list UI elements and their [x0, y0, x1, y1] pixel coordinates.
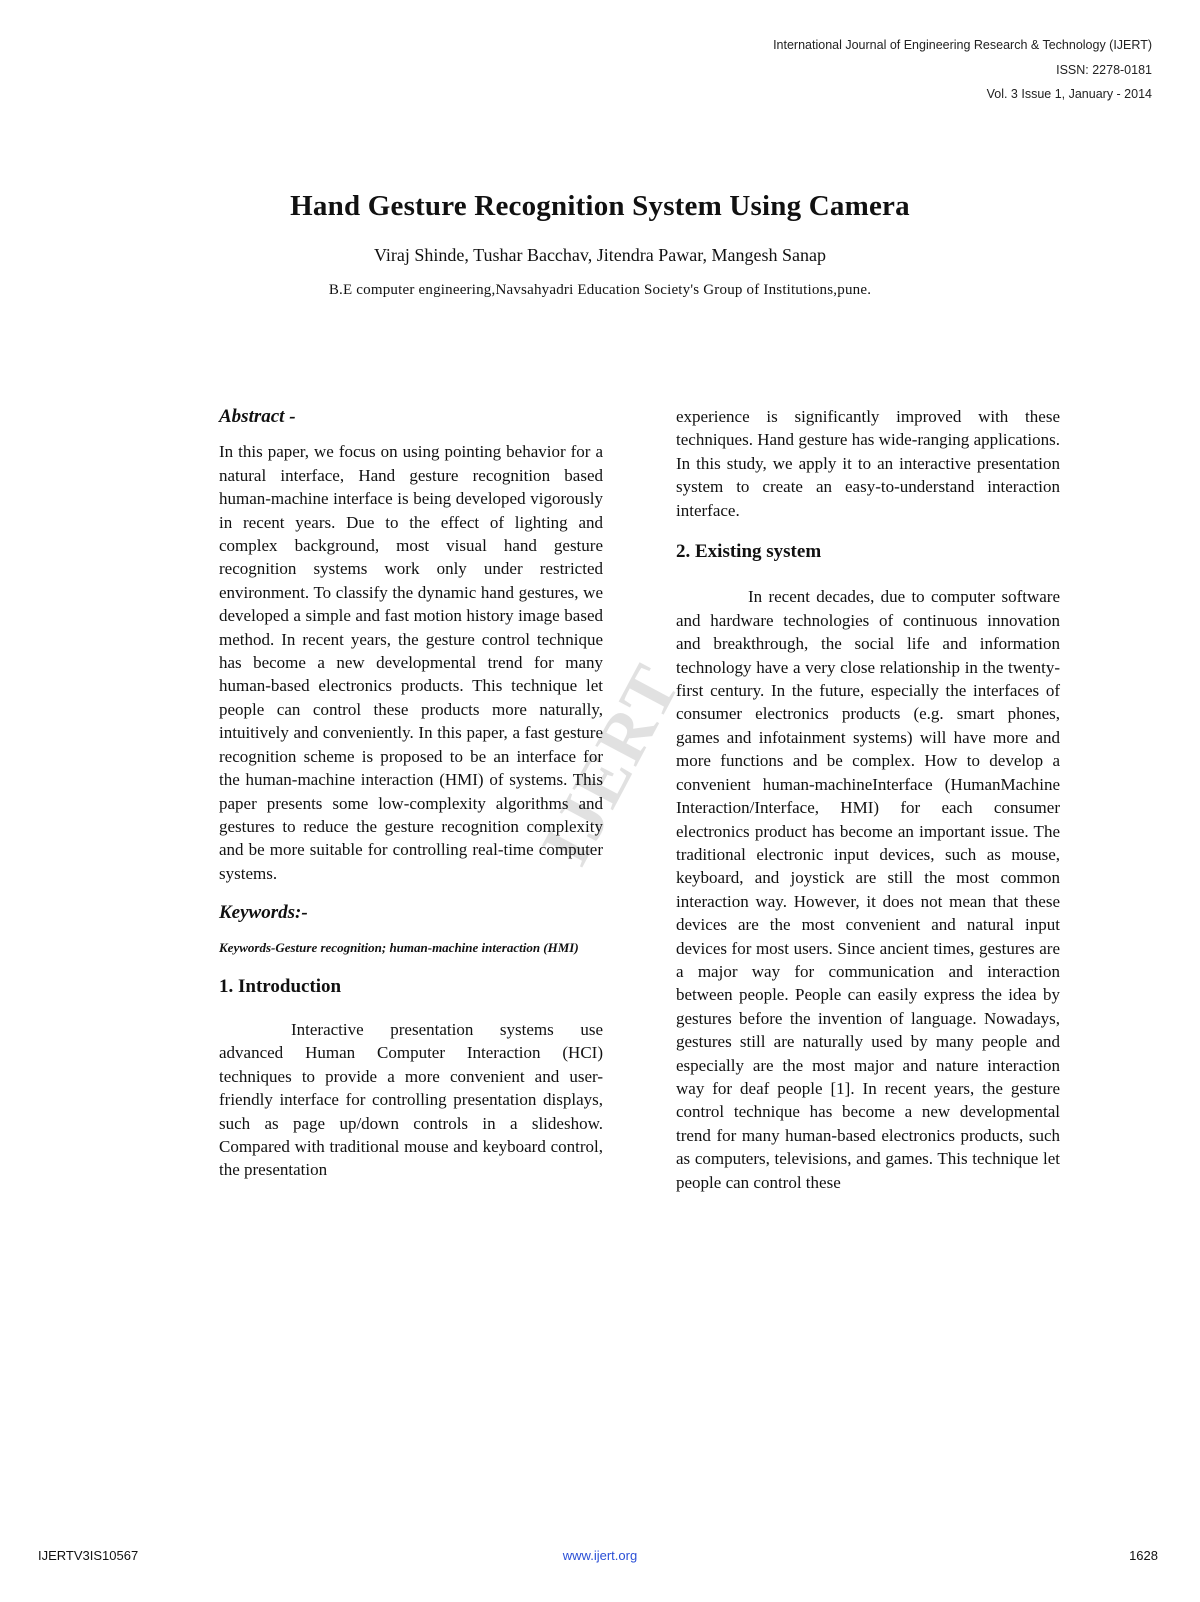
journal-name: International Journal of Engineering Research & Technology (IJERT)	[773, 38, 1152, 52]
keywords-heading: Keywords:-	[219, 902, 308, 924]
authors: Viraj Shinde, Tushar Bacchav, Jitendra Pawar, Mangesh Sanap	[374, 245, 826, 265]
paper-title: Hand Gesture Recognition System Using Camera	[290, 190, 910, 222]
existing-system-heading: 2. Existing system	[676, 541, 822, 563]
introduction-heading: 1. Introduction	[219, 975, 342, 997]
paper-id: IJERTV3IS10567	[38, 1548, 139, 1563]
affiliation: B.E computer engineering,Navsahyadri Education Society's Group of Institutions,pune.	[328, 282, 872, 298]
left-column	[219, 405, 603, 1182]
introduction-text-continued: experience is significantly improved with these techniques. Hand gesture has wide-ranging applications. In this study, we apply it to an interactive presentation system to create an easy-to-understand interaction interface.	[676, 407, 1060, 520]
right-column	[676, 405, 1060, 1194]
website-link[interactable]: www.ijert.org	[562, 1548, 638, 1563]
page-number: 1628	[1129, 1548, 1158, 1563]
introduction-text: Interactive presentation systems use advanced Human Computer Interaction (HCI) techniques to provide a more convenient and user-friendly interface for controlling presentation displays, such as page up/down controls in a slideshow. Compared with traditional mouse and keyboard control, the presentation	[219, 1019, 603, 1180]
issn: ISSN: 2278-0181	[1056, 63, 1152, 77]
abstract-heading: Abstract -	[219, 406, 296, 427]
watermark: IJERT	[527, 652, 696, 878]
abstract-text: In this paper, we focus on using pointing behavior for a natural interface, Hand gesture recognition based human-machine interface is being developed vigorously in recent years. Due to the effect of lighting and complex background, most visual hand gesture recognition systems work only under restricted environment. To classify the dynamic hand gestures, we developed a simple and fast motion history image based method. In recent years, the gesture control technique has become a new developmental trend for many human-based electronics products. This technique let people can control these products more naturally, intuitively and conveniently. In this paper, a fast gesture recognition scheme is proposed to be an interface for the human-machine interaction (HMI) of systems. This paper presents some low-complexity algorithms and gestures to reduce the gesture recognition complexity and be more suitable for controlling real-time computer systems.	[219, 442, 603, 883]
keywords-text: Keywords-Gesture recognition; human-machine interaction (HMI)	[219, 939, 579, 955]
volume-issue: Vol. 3 Issue 1, January - 2014	[986, 87, 1152, 101]
existing-system-text: In recent decades, due to computer software and hardware technologies of continuous innovation and breakthrough, the social life and information technology have a very close relationship in the twenty-first century. In the future, especially the interfaces of consumer electronics products (e.g. smart phones, games and infotainment systems) will have more and more functions and be complex. How to develop a convenient human-machineInterface (HumanMachine Interaction/Interface, HMI) for each consumer electronics product has become an important issue. The traditional electronic input devices, such as mouse, keyboard, and joystick are still the most common interaction way. However, it does not mean that these devices are the most convenient and natural input devices for most users. Since ancient times, gestures are a major way for communication and interaction between people. People can easily express the idea by gestures before the invention of language. Nowadays, gestures still are naturally used by many people and especially are the most major and nature interaction way for deaf people [1]. In recent years, the gesture control technique has become a new developmental trend for many human-based electronics products, such as computers, televisions, and games. This technique let people can control these	[676, 587, 1060, 1192]
